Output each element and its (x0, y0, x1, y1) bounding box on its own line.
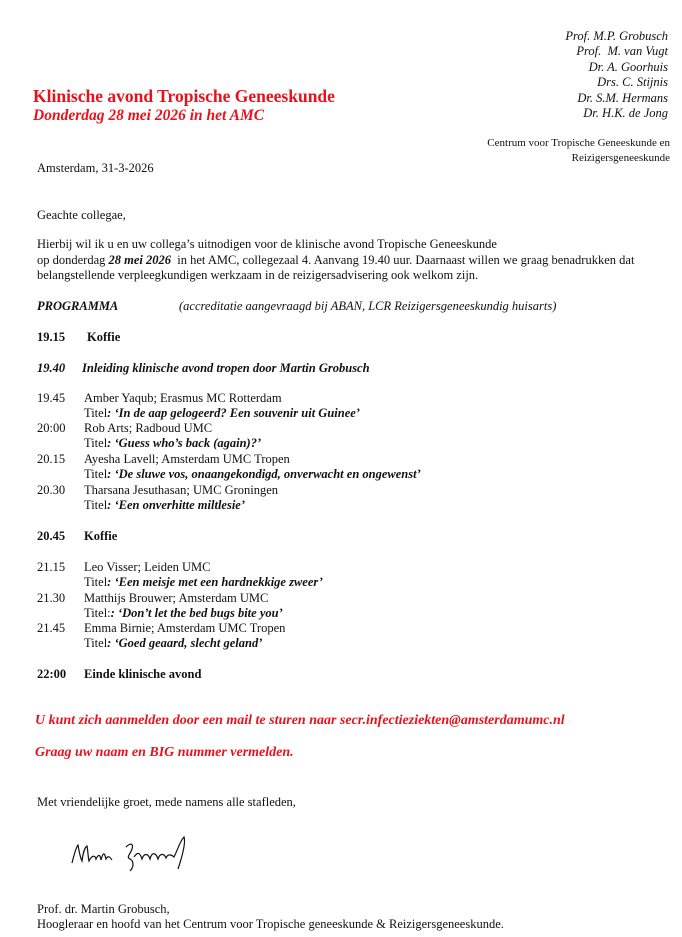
schedule-time: 20.45 (37, 529, 66, 543)
talk-title (84, 406, 360, 421)
staff-member: Prof. M. van Vugt (576, 44, 668, 59)
registration-note: U kunt zich aanmelden door een mail te sturen naar secr.infectieziekten@amsterdamumc.nl (35, 713, 565, 728)
schedule-time: 20.15 (37, 452, 66, 466)
talk-title-sep: : (107, 436, 115, 450)
intro-line-2-post: in het AMC, collegezaal 4. Aanvang 19.40 uur. Daarnaast willen we graag benadrukken dat (171, 253, 635, 267)
talk-title-sep: : (107, 498, 115, 512)
schedule-time: 19.15 (37, 330, 66, 344)
intro-line-2 (37, 253, 634, 268)
schedule-time: 19.45 (37, 391, 66, 405)
talk-title (84, 467, 421, 482)
talk-title-sep: : (107, 575, 115, 589)
signer-name: Prof. dr. Martin Grobusch, (37, 902, 170, 916)
schedule-item-coffee: Koffie (87, 330, 121, 344)
schedule-time: 21.30 (37, 591, 66, 605)
talk-title-text: ‘Don’t let the bed bugs bite you’ (117, 606, 283, 620)
talk-title-prefix: Titel (84, 636, 108, 650)
staff-member: Dr. S.M. Hermans (577, 90, 668, 105)
schedule-item-coffee: Koffie (84, 529, 118, 543)
intro-line-3: belangstellende verpleegkundigen werkzaam in de reizigersadvisering ook welkom zijn. (37, 268, 479, 282)
intro-line-2-pre: op donderdag (37, 253, 109, 267)
schedule-time: 21.45 (37, 621, 66, 635)
talk-title-sep: : (110, 606, 118, 620)
talk-speaker: Leo Visser; Leiden UMC (84, 560, 211, 574)
programma-heading: PROGRAMMA (37, 299, 119, 313)
department-line: Centrum voor Tropische Geneeskunde en (487, 137, 670, 149)
intro-line-1: Hierbij wil ik u en uw collega’s uitnodigen voor de klinische avond Tropische Geneeskunde (37, 237, 497, 251)
event-date: 28 mei 2026 (108, 253, 172, 267)
staff-member: Dr. A. Goorhuis (588, 59, 668, 74)
talk-title-prefix: Titel (84, 406, 108, 420)
schedule-time: 20:00 (37, 421, 66, 435)
talk-title (84, 606, 283, 621)
schedule-time: 21.15 (37, 560, 66, 574)
staff-member: Prof. M.P. Grobusch (565, 29, 668, 43)
talk-title-text: ‘Guess who’s back (again)?’ (114, 436, 262, 450)
talk-speaker: Emma Birnie; Amsterdam UMC Tropen (84, 621, 286, 635)
talk-title (84, 436, 261, 451)
talk-title-prefix: Titel (84, 575, 108, 589)
talk-speaker: Tharsana Jesuthasan; UMC Groningen (84, 483, 279, 497)
talk-title-text: ‘Een meisje met een hardnekkige zweer’ (114, 575, 323, 589)
accreditation-note: (accreditatie aangevraagd bij ABAN, LCR Reizigersgeneeskundig huisarts) (179, 299, 557, 313)
name-note: Graag uw naam en BIG nummer vermelden. (35, 745, 294, 760)
talk-title-sep: : (107, 636, 115, 650)
talk-title (84, 575, 323, 590)
talk-title-prefix: Titel (84, 436, 108, 450)
talk-title (84, 498, 245, 513)
staff-member: Dr. H.K. de Jong (583, 106, 668, 121)
talk-title-prefix: Titel (84, 498, 108, 512)
signature-image (68, 833, 218, 875)
place-date: Amsterdam, 31-3-2026 (37, 161, 154, 175)
staff-member: Drs. C. Stijnis (597, 75, 668, 90)
schedule-item-intro: Inleiding klinische avond tropen door Martin Grobusch (82, 361, 370, 375)
schedule-time: 19.40 (37, 361, 66, 375)
talk-title-prefix: Titel: (84, 606, 111, 620)
talk-title-prefix: Titel (84, 467, 108, 481)
talk-title-text: ‘In de aap gelogeerd? Een souvenir uit Guinee’ (114, 406, 360, 420)
schedule-item-end: Einde klinische avond (84, 667, 202, 681)
department-name (487, 136, 670, 166)
closing: Met vriendelijke groet, mede namens alle stafleden, (37, 795, 296, 809)
talk-title-text: ‘De sluwe vos, onaangekondigd, onverwacht en ongewenst’ (114, 467, 421, 481)
schedule-time: 20.30 (37, 483, 66, 497)
talk-title-sep: : (107, 467, 115, 481)
talk-title (84, 636, 262, 651)
talk-title-text: ‘Een onverhitte miltlesie’ (114, 498, 246, 512)
talk-speaker: Ayesha Lavell; Amsterdam UMC Tropen (84, 452, 290, 466)
schedule-time: 22:00 (37, 667, 67, 681)
talk-speaker: Matthijs Brouwer; Amsterdam UMC (84, 591, 269, 605)
document-subtitle: Donderdag 28 mei 2026 in het AMC (33, 107, 265, 124)
signer-role: Hoogleraar en hoofd van het Centrum voor Tropische geneeskunde & Reizigersgeneeskunde. (37, 917, 504, 931)
salutation: Geachte collegae, (37, 208, 126, 222)
staff-list (565, 29, 668, 121)
document-title: Klinische avond Tropische Geneeskunde (33, 86, 335, 106)
talk-title-sep: : (107, 406, 115, 420)
talk-speaker: Amber Yaqub; Erasmus MC Rotterdam (84, 391, 282, 405)
talk-title-text: ‘Goed geaard, slecht geland’ (114, 636, 263, 650)
department-line: Reizigersgeneeskunde (571, 152, 670, 164)
talk-speaker: Rob Arts; Radboud UMC (84, 421, 213, 435)
